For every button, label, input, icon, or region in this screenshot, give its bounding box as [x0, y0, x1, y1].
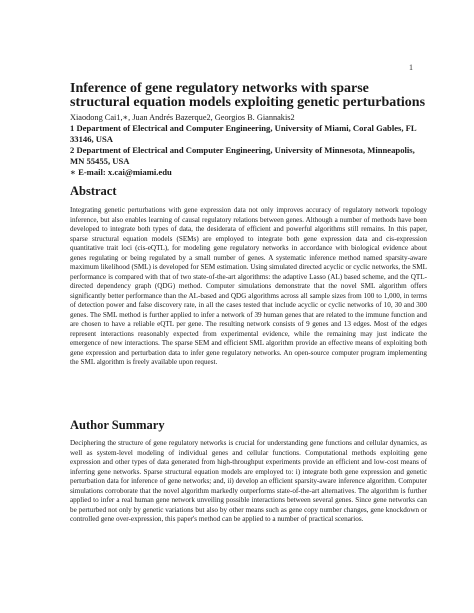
paper-title: Inference of gene regulatory networks with sparse structural equation models exploiting genetic perturbations — [70, 81, 426, 110]
abstract-body: Integrating genetic perturbations with gene expression data not only improves accuracy of regulatory network topology inference, but also enables learning of causal regulatory relations between genes. Although a number of methods have been developed to integrate both types of data, the desiderata of efficient and powerful algorithms still remains. In this paper, sparse structural equation models (SEMs) are employed to integrate both gene expression data and cis-expression quantitative trait loci (cis-eQTL), for modeling gene regulatory networks in accordance with biological evidence about genes regulating or being regulated by a small number of genes. A systematic inference method named sparsity-aware maximum likelihood (SML) is developed for SEM estimation. Using simulated directed acyclic or cyclic networks, the SML performance is compared with that of two state-of-the-art algorithms: the adaptive Lasso (AL) based scheme, and the QTL-directed dependency graph (QDG) method. Computer simulations demonstrate that the novel SML algorithm offers significantly better performance than the AL-based and QDG algorithms across all sample sizes from 100 to 1,000, in terms of detection power and false discovery rate, in all the cases tested that include acyclic or cyclic networks of 10, 30 and 300 genes. The SML method is further applied to infer a network of 39 human genes that are related to the immune function and are chosen to have a reliable eQTL per gene. The resulting network consists of 9 genes and 13 edges. Most of the edges represent interactions reasonably expected from experimental evidence, while the remaining may just indicate the emergence of new interactions. The sparse SEM and efficient SML algorithm provide an effective means of exploiting both gene expression and perturbation data to infer gene regulatory networks. An open-source computer program implementing the SML algorithm is freely available upon request. — [70, 206, 427, 367]
affiliation-1: 1 Department of Electrical and Computer Engineering, University of Miami, Coral Gables, FL 33146, USA — [70, 123, 417, 144]
page-number: 1 — [409, 63, 413, 72]
corresponding-email: ∗ E-mail: x.cai@miami.edu — [70, 167, 172, 177]
abstract-heading: Abstract — [70, 184, 117, 198]
author-summary-body: Deciphering the structure of gene regulatory networks is crucial for understanding gene functions and cellular dynamics, as well as system-level modeling of individual genes and cellular functions. Computational methods exploiting gene expression and other types of data generated from high-throughput experiments provide an efficient and low-cost means of inferring gene networks. Sparse structural equation models are employed to: i) integrate both gene expression and genetic perturbation data for inference of gene networks; and, ii) develop an efficient sparsity-aware inference algorithm. Computer simulations corroborate that the novel algorithm markedly outperforms state-of-the-art alternatives. The algorithm is further applied to infer a real human gene network unveiling possible interactions between several genes. Since gene networks can be perturbed not only by genetic variations but also by other means such as gene copy number changes, gene knockdown or controlled gene over-expression, this paper's method can be applied to a number of practical scenarios. — [70, 439, 427, 524]
author-summary-heading: Author Summary — [70, 418, 165, 432]
author-list: Xiaodong Cai1,∗, Juan Andrés Bazerque2, Georgios B. Giannakis2 — [70, 113, 295, 122]
affiliation-2: 2 Department of Electrical and Computer Engineering, University of Minnesota, Minneapolis, MN 55455, USA — [70, 145, 415, 166]
